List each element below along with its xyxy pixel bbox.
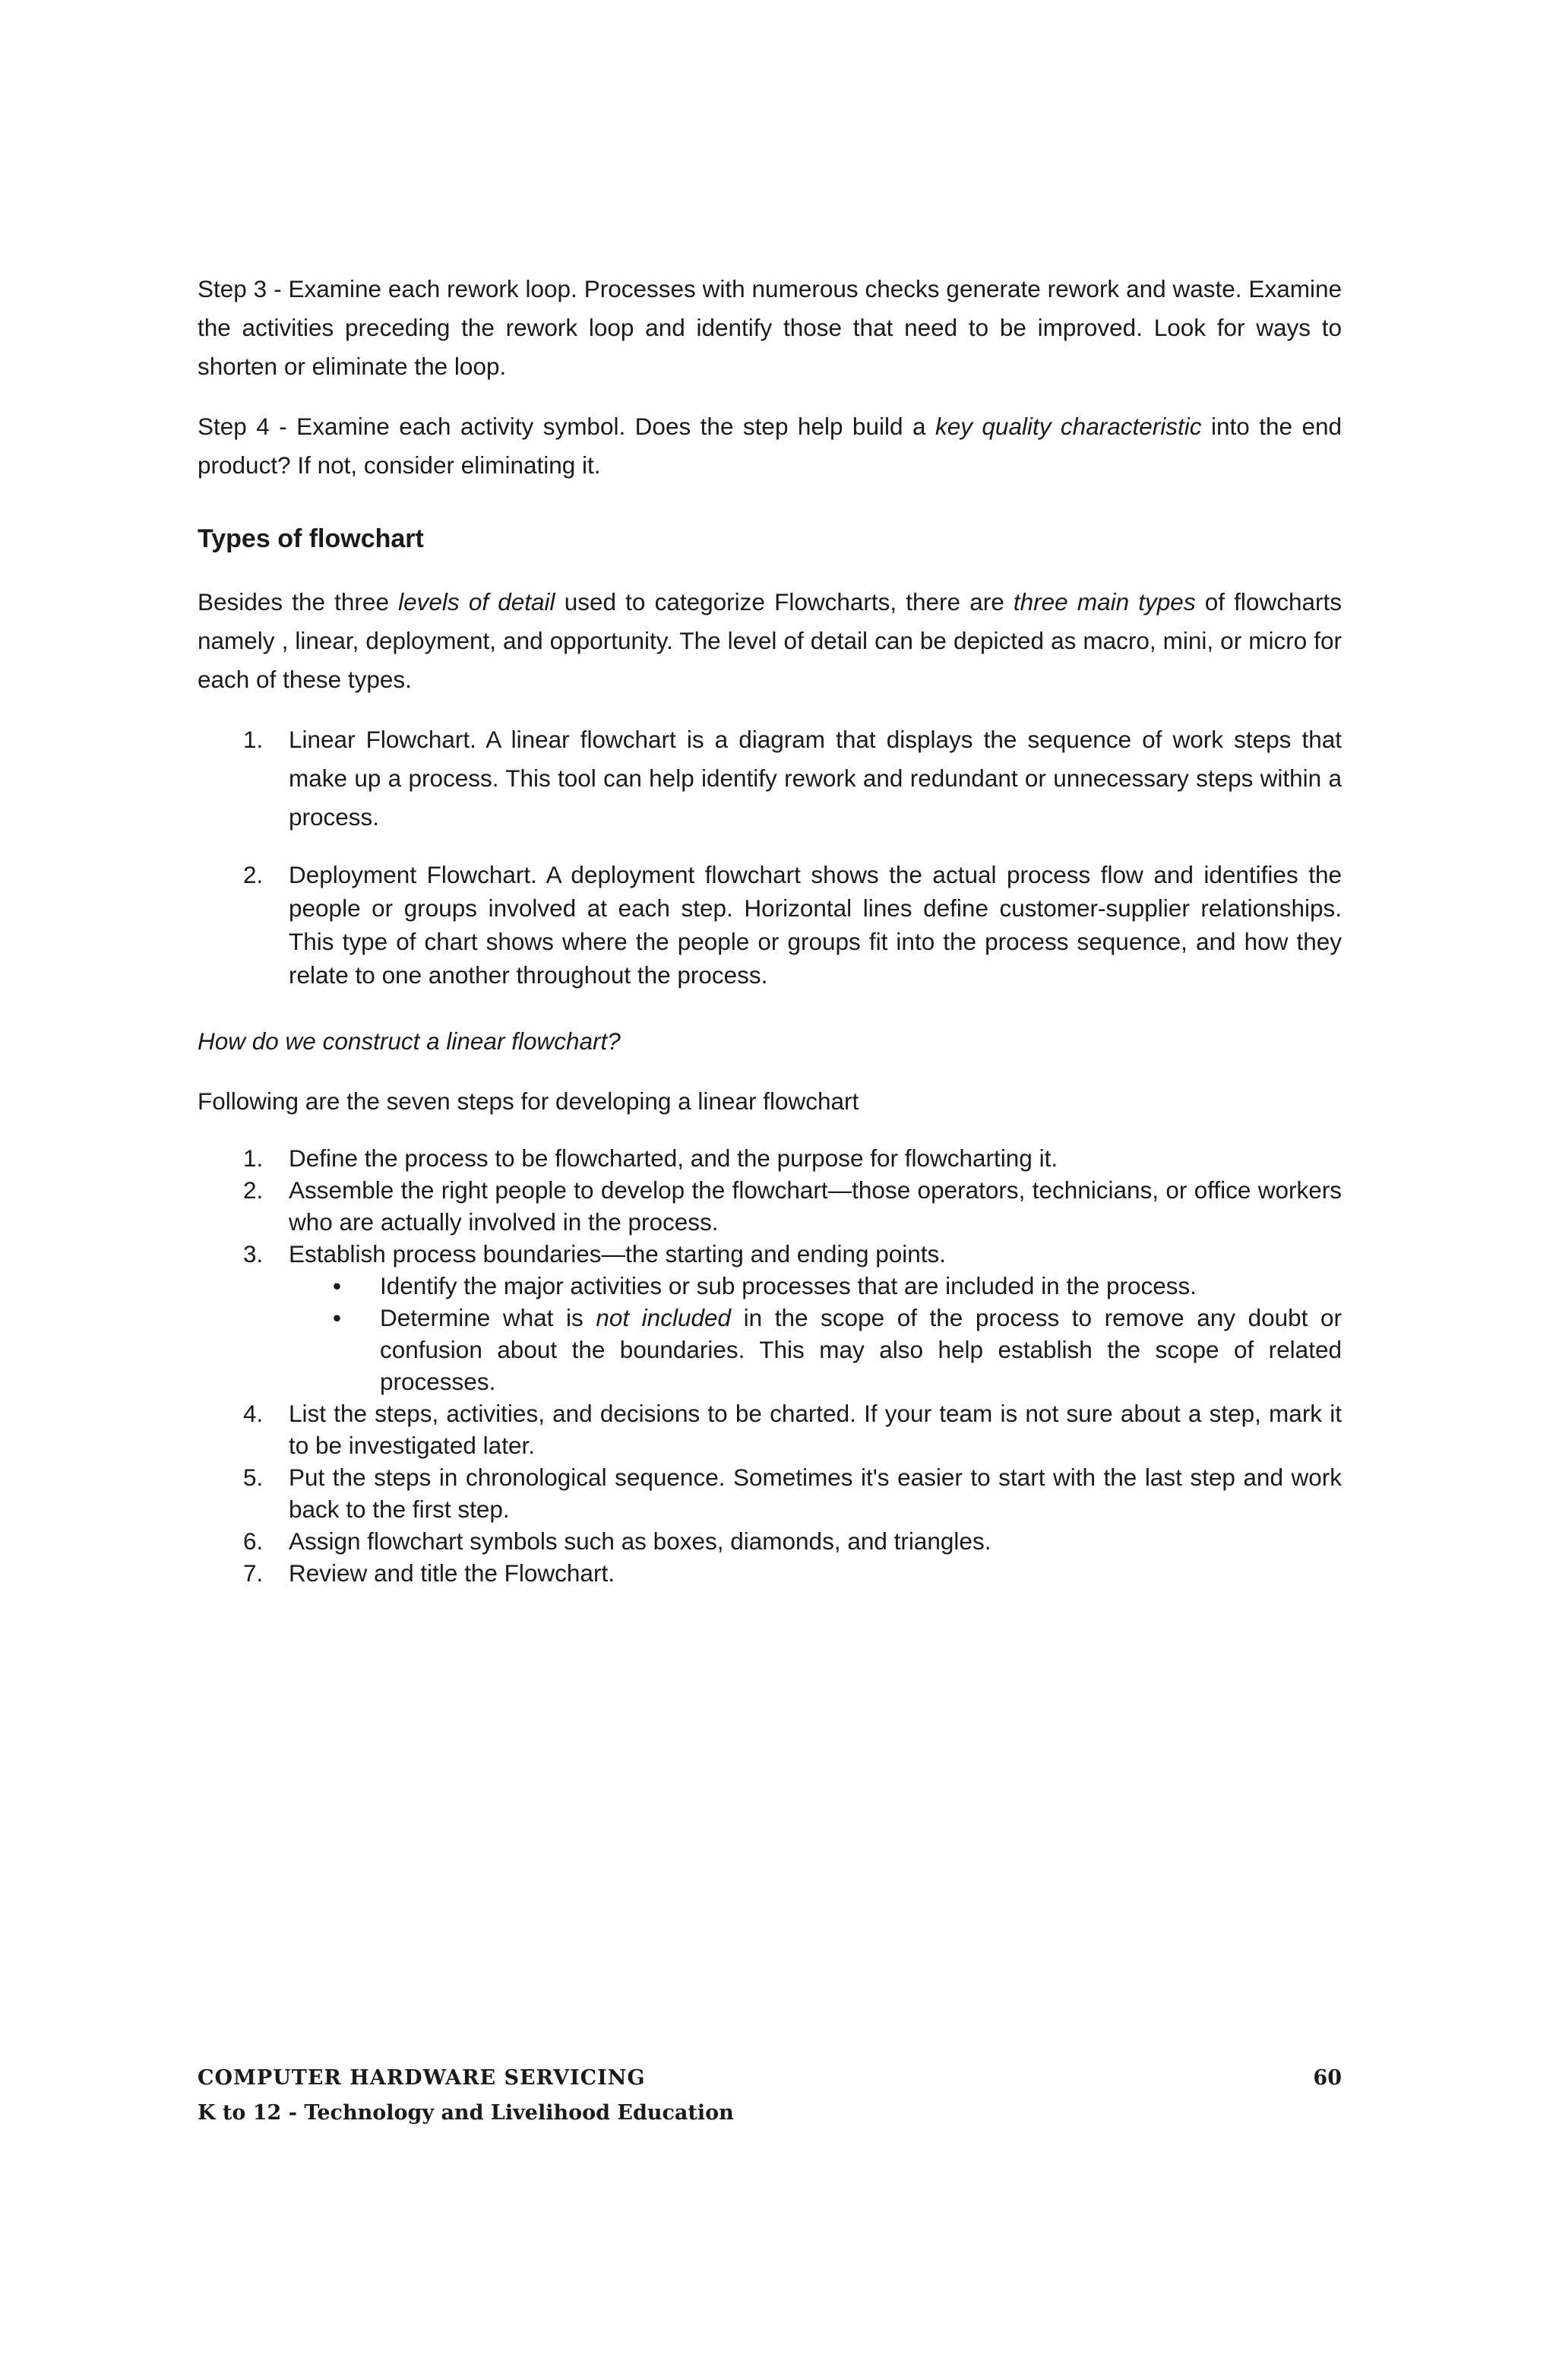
- page-footer: [198, 2061, 1342, 2131]
- list-item-text: Linear Flowchart. A linear flowchart is a diagram that displays the sequence of work steps that make up a process. This tool can help identify rework and redundant or unnecessary steps within a process.: [289, 726, 1342, 831]
- list-number: 1.: [243, 726, 264, 753]
- list-number: 4.: [243, 1400, 264, 1427]
- list-number: 2.: [243, 861, 264, 888]
- list-item: [198, 1397, 1342, 1461]
- footer-subject: COMPUTER HARDWARE SERVICING: [198, 2066, 646, 2090]
- list-item: [198, 1142, 1342, 1174]
- bullet-emphasis: not included: [596, 1304, 732, 1331]
- list-item: [198, 1525, 1342, 1557]
- list-item-text: Deployment Flowchart. A deployment flowchart shows the actual process flow and identifies the people or groups involved at each step. Horizontal lines define customer-supplier relationships. This type of chart shows where the people or groups fit into the process sequence, and how they relate to one another throughout the process.: [289, 861, 1342, 989]
- step4-emphasis: key quality characteristic: [935, 413, 1202, 440]
- bullet-item: [198, 1270, 1342, 1302]
- bullet-text-b: in the scope of the process to remove any doubt or confusion about the boundaries. This may also help establish the scope of related processes.: [380, 1304, 1342, 1395]
- step4-text-b: into the end product? If not, consider eliminating it.: [198, 413, 1342, 479]
- list-number: 6.: [243, 1527, 264, 1555]
- list-item: [198, 1238, 1342, 1270]
- list-number: 7.: [243, 1559, 264, 1587]
- steps-list: [198, 1142, 1342, 1270]
- list-item-text: Assign flowchart symbols such as boxes, diamonds, and triangles.: [289, 1527, 991, 1555]
- types-text-c: of flowcharts namely , linear, deployment, and opportunity. The level of detail can be depicted as macro, mini, or micro for each of these types.: [198, 588, 1342, 693]
- list-item: [198, 720, 1342, 837]
- list-item-text: List the steps, activities, and decisions to be charted. If your team is not sure about a step, mark it to be investigated later.: [289, 1400, 1342, 1459]
- list-item-text: Assemble the right people to develop the flowchart—those operators, technicians, or office workers who are actually involved in the process.: [289, 1176, 1342, 1236]
- list-item-text: Review and title the Flowchart.: [289, 1559, 615, 1587]
- step3-paragraph: Step 3 - Examine each rework loop. Processes with numerous checks generate rework and waste. Examine the activities preceding the rework loop and identify those that need to be improved. Look for ways to shorten or eliminate the loop.: [198, 275, 1342, 380]
- list-item: [198, 1557, 1342, 1589]
- types-paragraph: [198, 583, 1342, 699]
- list-number: 3.: [243, 1240, 264, 1268]
- bullet-item: [198, 1302, 1342, 1397]
- bullet-text-a: Determine what is: [380, 1304, 596, 1331]
- bullet-text: Identify the major activities or sub processes that are included in the process.: [380, 1272, 1197, 1299]
- section-question: How do we construct a linear flowchart?: [198, 1027, 621, 1055]
- page-number: 60: [1313, 2066, 1342, 2090]
- list-number: 5.: [243, 1464, 264, 1491]
- page-body: [198, 270, 1342, 1612]
- types-emphasis-2: three main types: [1013, 588, 1196, 616]
- flowchart-types-list: [198, 720, 1342, 992]
- list-item-text: Establish process boundaries—the starting and ending points.: [289, 1240, 947, 1268]
- types-heading: Types of flowchart: [198, 524, 424, 553]
- types-emphasis-1: levels of detail: [398, 588, 555, 616]
- list-item: [198, 1461, 1342, 1525]
- list-item-text: Put the steps in chronological sequence. Sometimes it's easier to start with the last step and work back to the first step.: [289, 1464, 1342, 1523]
- types-text-a: Besides the three: [198, 588, 399, 616]
- bullet-icon: •: [333, 1272, 342, 1299]
- step4-paragraph: [198, 407, 1342, 485]
- list-item-text: Define the process to be flowcharted, and the purpose for flowcharting it.: [289, 1144, 1058, 1172]
- types-text-b: used to categorize Flowcharts, there are: [555, 588, 1014, 616]
- steps-intro: Following are the seven steps for developing a linear flowchart: [198, 1087, 859, 1115]
- list-item: [198, 1174, 1342, 1238]
- list-number: 1.: [243, 1144, 264, 1172]
- list-number: 2.: [243, 1176, 264, 1204]
- list-item: [198, 858, 1342, 992]
- steps-list-continued: [198, 1397, 1342, 1589]
- step4-text-a: Step 4 - Examine each activity symbol. Does the step help build a: [198, 413, 935, 440]
- bullet-icon: •: [333, 1304, 342, 1331]
- footer-course: K to 12 - Technology and Livelihood Education: [198, 2101, 734, 2125]
- boundary-bullets: [198, 1270, 1342, 1397]
